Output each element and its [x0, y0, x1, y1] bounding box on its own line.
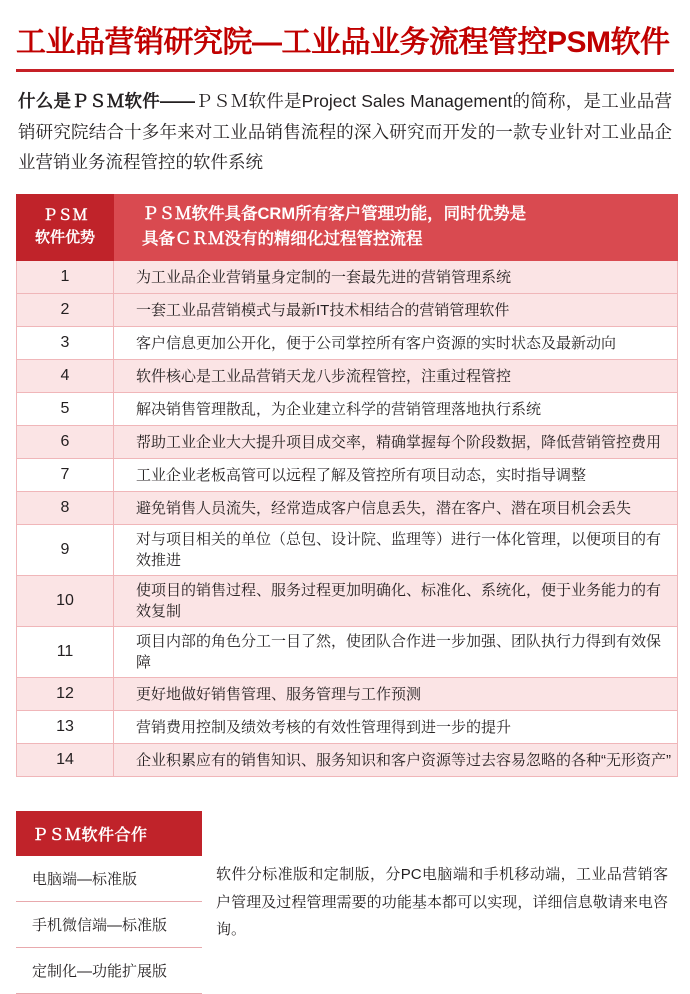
row-number: 1 — [17, 261, 114, 294]
table-row — [17, 678, 678, 711]
row-text: 企业积累应有的销售知识、服务知识和客户资源等过去容易忽略的各种“无形资产” — [114, 744, 678, 777]
advantages-header-right-line2: 具备ＣＲＭ没有的精细化过程管控流程 — [142, 230, 423, 249]
advantages-header-right-line1: ＰＳＭ软件具备CRM所有客户管理功能，同时优势是 — [142, 204, 527, 223]
cooperation-description-wrap — [202, 811, 674, 994]
cooperation-description: 软件分标准版和定制版，分PC电脑端和手机移动端，工业品营销客户管理及过程管理需要的功能基本都可以实现，详细信息敬请来电咨询。 — [216, 865, 668, 939]
row-number: 6 — [17, 426, 114, 459]
advantages-table — [16, 194, 678, 777]
row-number: 3 — [17, 327, 114, 360]
row-number: 2 — [17, 294, 114, 327]
row-number: 4 — [17, 360, 114, 393]
row-number: 14 — [17, 744, 114, 777]
advantages-header-left-line2: 软件优势 — [34, 229, 95, 247]
intro-body: ＰＳＭ软件是Project Sales Management的简称，是工业品营销研究院结合十多年来对工业品销售流程的深入研究而开发的一款专业针对工业品企业营销业务流程管控的软件系统 — [18, 91, 672, 173]
row-number: 10 — [17, 576, 114, 627]
title-block — [16, 0, 674, 72]
row-text: 使项目的销售过程、服务过程更加明确化、标准化、系统化，便于业务能力的有效复制 — [114, 576, 678, 627]
row-number: 5 — [17, 393, 114, 426]
row-text: 一套工业品营销模式与最新IT技术相结合的营销管理软件 — [114, 294, 678, 327]
row-number: 7 — [17, 459, 114, 492]
row-text: 软件核心是工业品营销天龙八步流程管控，注重过程管控 — [114, 360, 678, 393]
row-text: 更好地做好销售管理、服务管理与工作预测 — [114, 678, 678, 711]
advantages-header-left-line1: ＰＳＭ — [42, 206, 88, 224]
table-row — [17, 744, 678, 777]
intro-lead: 什么是ＰＳＭ软件—— — [18, 91, 195, 111]
table-row — [17, 711, 678, 744]
row-text: 避免销售人员流失，经常造成客户信息丢失，潜在客户、潜在项目机会丢失 — [114, 492, 678, 525]
row-number: 11 — [17, 627, 114, 678]
table-row — [17, 525, 678, 576]
row-number: 9 — [17, 525, 114, 576]
intro-paragraph — [18, 86, 672, 178]
table-row — [17, 393, 678, 426]
cooperation-list — [16, 811, 202, 994]
table-row — [17, 327, 678, 360]
table-row — [17, 426, 678, 459]
row-text: 客户信息更加公开化，便于公司掌控所有客户资源的实时状态及最新动向 — [114, 327, 678, 360]
row-text: 对与项目相关的单位（总包、设计院、监理等）进行一体化管理，以便项目的有效推进 — [114, 525, 678, 576]
row-text: 项目内部的角色分工一目了然，使团队合作进一步加强、团队执行力得到有效保障 — [114, 627, 678, 678]
row-text: 营销费用控制及绩效考核的有效性管理得到进一步的提升 — [114, 711, 678, 744]
table-header-row — [17, 194, 678, 260]
row-number: 13 — [17, 711, 114, 744]
advantages-table-body — [17, 194, 678, 776]
page-title: 工业品营销研究院—工业品业务流程管控PSM软件 — [16, 26, 670, 59]
table-row — [17, 627, 678, 678]
table-row — [17, 294, 678, 327]
cooperation-item-mobile: 手机微信端—标准版 — [16, 902, 202, 948]
row-number: 8 — [17, 492, 114, 525]
row-text: 工业企业老板高管可以远程了解及管控所有项目动态，实时指导调整 — [114, 459, 678, 492]
table-row — [17, 360, 678, 393]
cooperation-title: ＰＳＭ软件合作 — [16, 811, 202, 856]
row-text: 为工业品企业营销量身定制的一套最先进的营销管理系统 — [114, 261, 678, 294]
cooperation-item-custom: 定制化—功能扩展版 — [16, 948, 202, 994]
row-text: 帮助工业企业大大提升项目成交率，精确掌握每个阶段数据，降低营销管控费用 — [114, 426, 678, 459]
table-row — [17, 492, 678, 525]
cooperation-item-pc: 电脑端—标准版 — [16, 856, 202, 902]
table-row — [17, 261, 678, 294]
table-row — [17, 576, 678, 627]
cooperation-section — [16, 811, 674, 994]
table-row — [17, 459, 678, 492]
row-number: 12 — [17, 678, 114, 711]
advantages-header-right — [114, 194, 678, 260]
row-text: 解决销售管理散乱，为企业建立科学的营销管理落地执行系统 — [114, 393, 678, 426]
advantages-header-left — [17, 194, 114, 260]
